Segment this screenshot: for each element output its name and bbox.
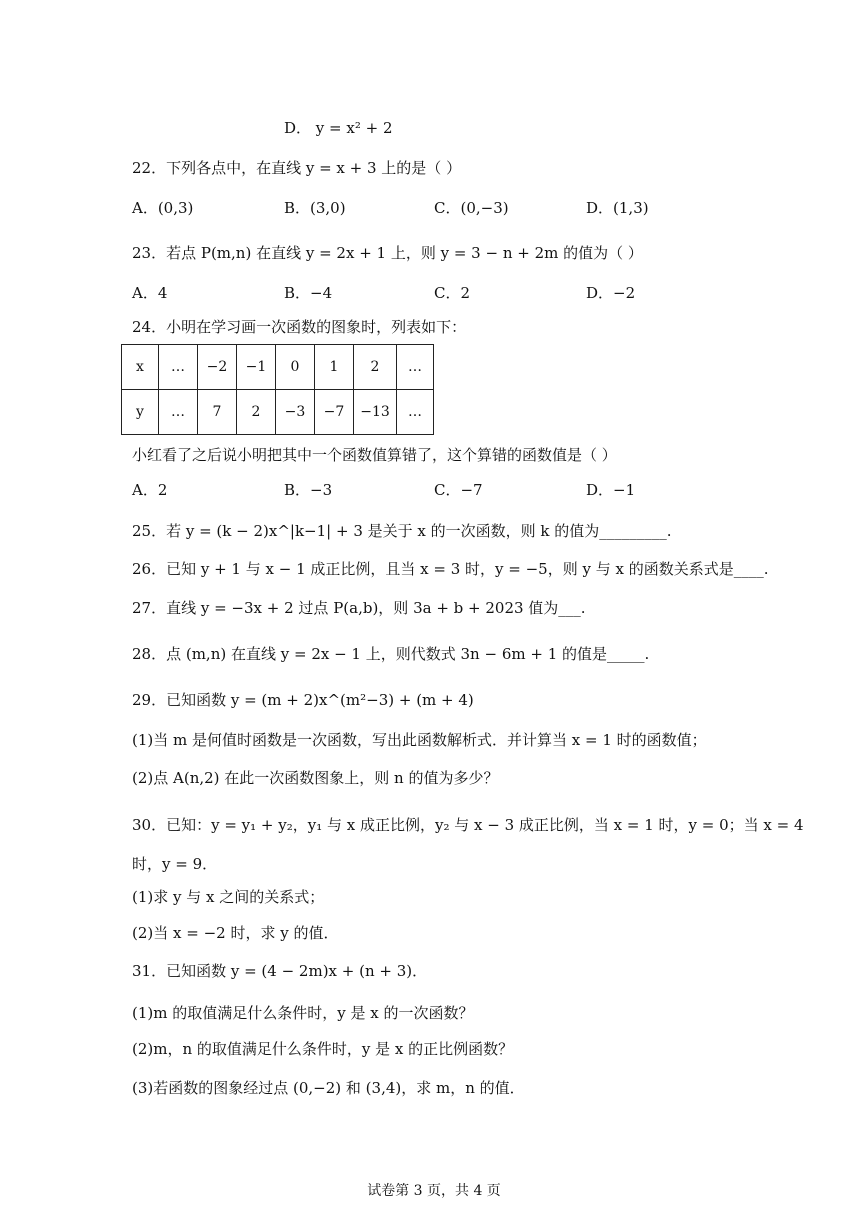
q22-option-b: B．(3,0) (284, 199, 346, 217)
table-cell: … (159, 345, 198, 390)
table-cell: −3 (276, 390, 315, 435)
q23-option-c: C．2 (434, 284, 471, 302)
q24-option-d: D．−1 (586, 481, 636, 499)
q27-stem: 27．直线 y = −3x + 2 过点 P(a,b)，则 3a + b + 2023 值为___. (132, 599, 586, 617)
table-cell: −2 (198, 345, 237, 390)
q24-stem: 24．小明在学习画一次函数的图象时，列表如下： (132, 318, 467, 336)
q30-part-2: (2)当 x = −2 时，求 y 的值． (132, 924, 339, 942)
q22-option-d: D．(1,3) (586, 199, 649, 217)
q23-option-d: D．−2 (586, 284, 636, 302)
q30-stem: 30．已知：y = y₁ + y₂，y₁ 与 x 成正比例，y₂ 与 x − 3 成正比例，当 x = 1 时，y = 0；当 x = 4 (132, 816, 804, 834)
table-cell: −7 (315, 390, 354, 435)
q24-option-b: B．−3 (284, 481, 333, 499)
table-cell: 0 (276, 345, 315, 390)
q23-option-b: B．−4 (284, 284, 333, 302)
q24-option-a: A．2 (132, 481, 168, 499)
q23-options (132, 281, 752, 305)
q31-part-3: (3)若函数的图象经过点 (0,−2) 和 (3,4)，求 m，n 的值． (132, 1079, 525, 1097)
q24-value-table (121, 344, 434, 435)
table-cell: … (159, 390, 198, 435)
table-row-x (122, 345, 434, 390)
q25-stem: 25．若 y = (k − 2)x^|k−1| + 3 是关于 x 的一次函数，则 k 的值为_________. (132, 522, 672, 540)
q30-stem-cont: 时，y = 9． (132, 855, 218, 873)
page-footer: 试卷第 3 页，共 4 页 (367, 1183, 501, 1199)
table-cell: 2 (354, 345, 397, 390)
table-cell: y (122, 390, 159, 435)
q31-part-2: (2)m，n 的取值满足什么条件时，y 是 x 的正比例函数？ (132, 1040, 514, 1058)
q23-stem: 23．若点 P(m,n) 在直线 y = 2x + 1 上，则 y = 3 − n + 2m 的值为（ ） (132, 244, 643, 262)
table-cell: x (122, 345, 159, 390)
q21-option-d: D． y = x² + 2 (284, 119, 393, 137)
table-cell: … (397, 345, 434, 390)
table-cell: −1 (237, 345, 276, 390)
table-cell: … (397, 390, 434, 435)
q24-options (132, 478, 752, 502)
q31-part-1: (1)m 的取值满足什么条件时，y 是 x 的一次函数？ (132, 1004, 474, 1022)
q22-option-a: A．(0,3) (132, 199, 194, 217)
q22-stem: 22．下列各点中，在直线 y = x + 3 上的是（ ） (132, 159, 462, 177)
q29-part-2: (2)点 A(n,2) 在此一次函数图象上，则 n 的值为多少？ (132, 769, 499, 787)
q31-stem: 31．已知函数 y = (4 − 2m)x + (n + 3)． (132, 962, 428, 980)
table-cell: 7 (198, 390, 237, 435)
table-row-y (122, 390, 434, 435)
q26-stem: 26．已知 y + 1 与 x − 1 成正比例，且当 x = 3 时，y = −5，则 y 与 x 的函数关系式是____. (132, 560, 769, 578)
q24-followup: 小红看了之后说小明把其中一个函数值算错了，这个算错的函数值是（ ） (132, 446, 617, 464)
q28-stem: 28．点 (m,n) 在直线 y = 2x − 1 上，则代数式 3n − 6m + 1 的值是_____. (132, 645, 650, 663)
q22-option-c: C．(0,−3) (434, 199, 509, 217)
q22-options (132, 196, 752, 220)
q24-option-c: C．−7 (434, 481, 483, 499)
q29-part-1: (1)当 m 是何值时函数是一次函数，写出此函数解析式．并计算当 x = 1 时的函数值； (132, 731, 707, 749)
q30-part-1: (1)求 y 与 x 之间的关系式； (132, 888, 325, 906)
table-cell: 1 (315, 345, 354, 390)
q29-stem: 29．已知函数 y = (m + 2)x^(m²−3) + (m + 4) (132, 691, 474, 709)
table-cell: 2 (237, 390, 276, 435)
table-cell: −13 (354, 390, 397, 435)
q23-option-a: A．4 (132, 284, 168, 302)
